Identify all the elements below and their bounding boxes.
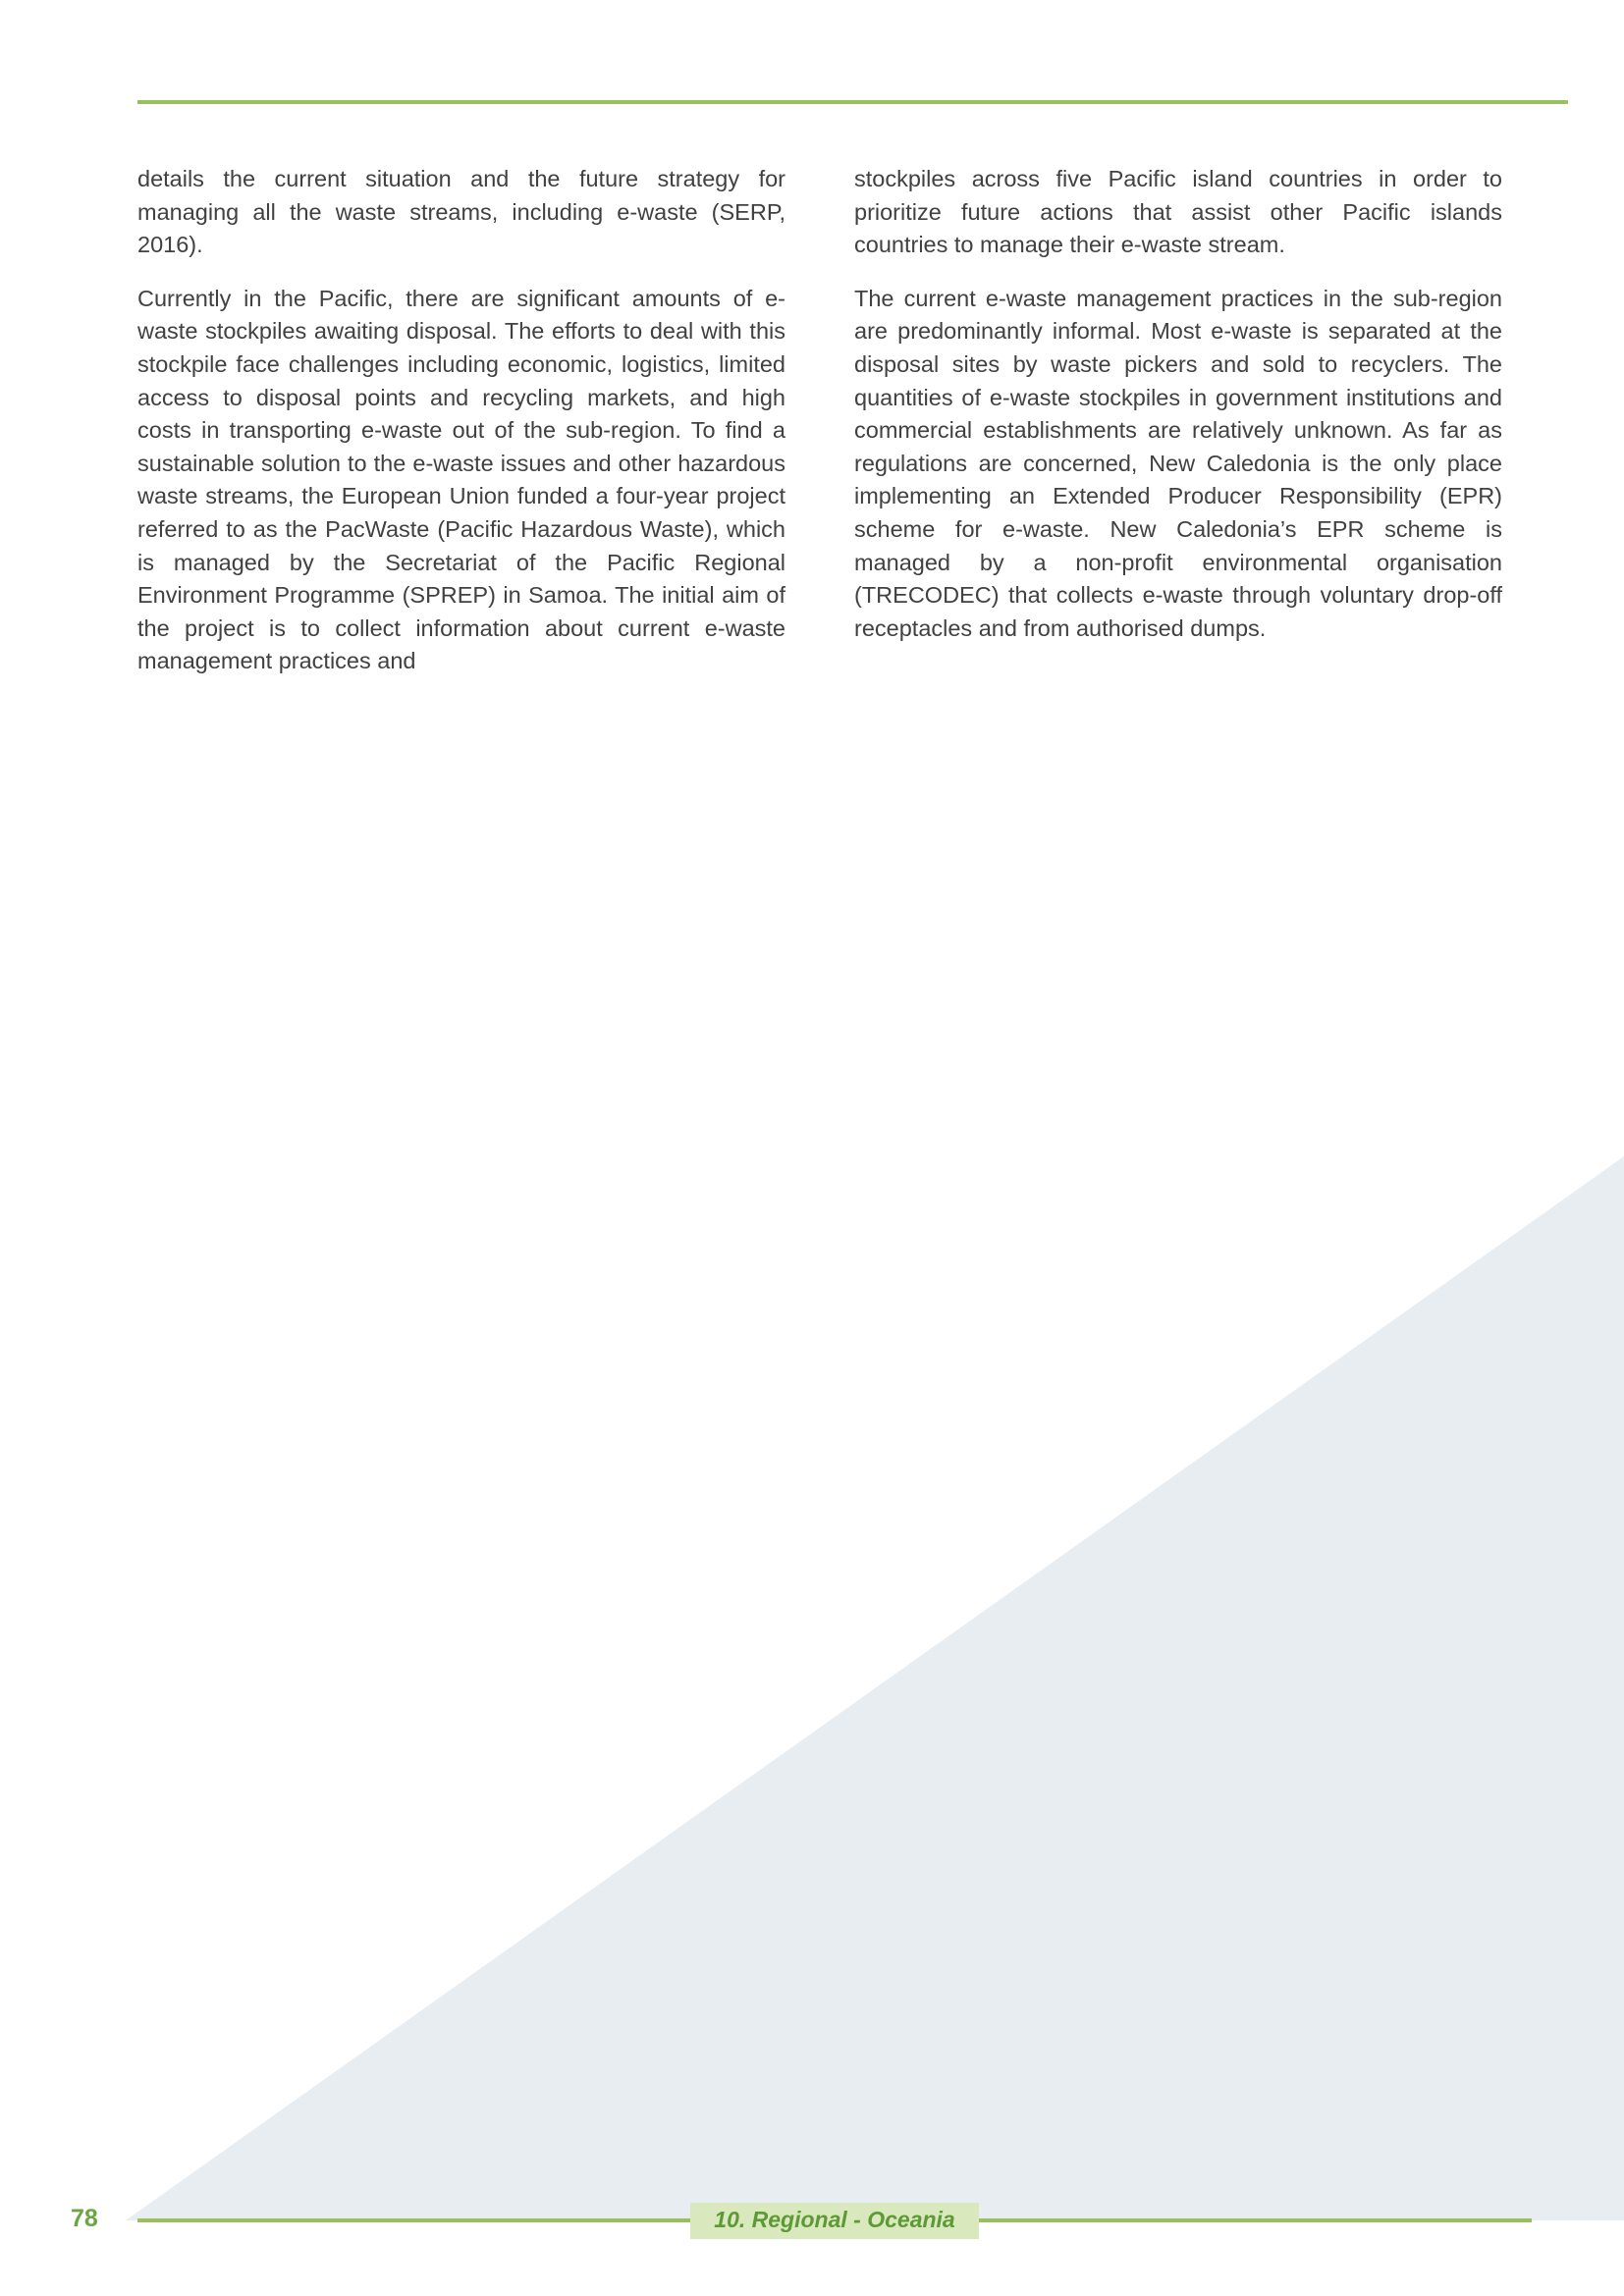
two-column-text-block [137, 163, 1502, 699]
page-number: 78 [71, 2205, 98, 2232]
body-paragraph: The current e-waste management practices in the sub-region are predominantly informal. Most e-waste is separated at the disposal sites by waste pickers and sold to recyclers. The quantities of e-waste stockpiles in government institutions and commercial establishments are relatively unknown. As far as regulations are concerned, New Caledonia is the only place implementing an Extended Producer Responsibility (EPR) scheme for e-waste. New Caledonia’s EPR scheme is managed by a non-profit environmental organisation (TRECODEC) that collects e-waste through voluntary drop-off receptacles and from authorised dumps. [854, 285, 1502, 641]
section-label: 10. Regional - Oceania [690, 2203, 978, 2239]
footer-rule-right-segment [979, 2218, 1532, 2222]
body-paragraph: Currently in the Pacific, there are significant amounts of e-waste stockpiles awaiting disposal. The efforts to deal with this stockpile face challenges including economic, logistics, limited access to disposal points and recycling markets, and high costs in transporting e-waste out of the sub-region. To find a sustainable solution to the e-waste issues and other hazardous waste streams, the European Union funded a four-year project referred to as the PacWaste (Pacific Hazardous Waste), which is managed by the Secretariat of the Pacific Regional Environment Programme (SPREP) in Samoa. The initial aim of the project is to collect information about current e-waste management practices and [137, 285, 785, 674]
body-paragraph: details the current situation and the future strategy for managing all the waste streams, including e-waste (SERP, 2016). [137, 166, 785, 258]
right-column [854, 163, 1502, 699]
decorative-corner-triangle [126, 1156, 1624, 2220]
footer-rule [137, 2199, 1532, 2242]
footer-rule-left-segment [137, 2218, 690, 2222]
top-divider-line [137, 100, 1568, 104]
body-paragraph: stockpiles across five Pacific island countries in order to prioritize future actions that assist other Pacific islands countries to manage their e-waste stream. [854, 166, 1502, 258]
page-footer [0, 2199, 1624, 2242]
left-column [137, 163, 785, 699]
